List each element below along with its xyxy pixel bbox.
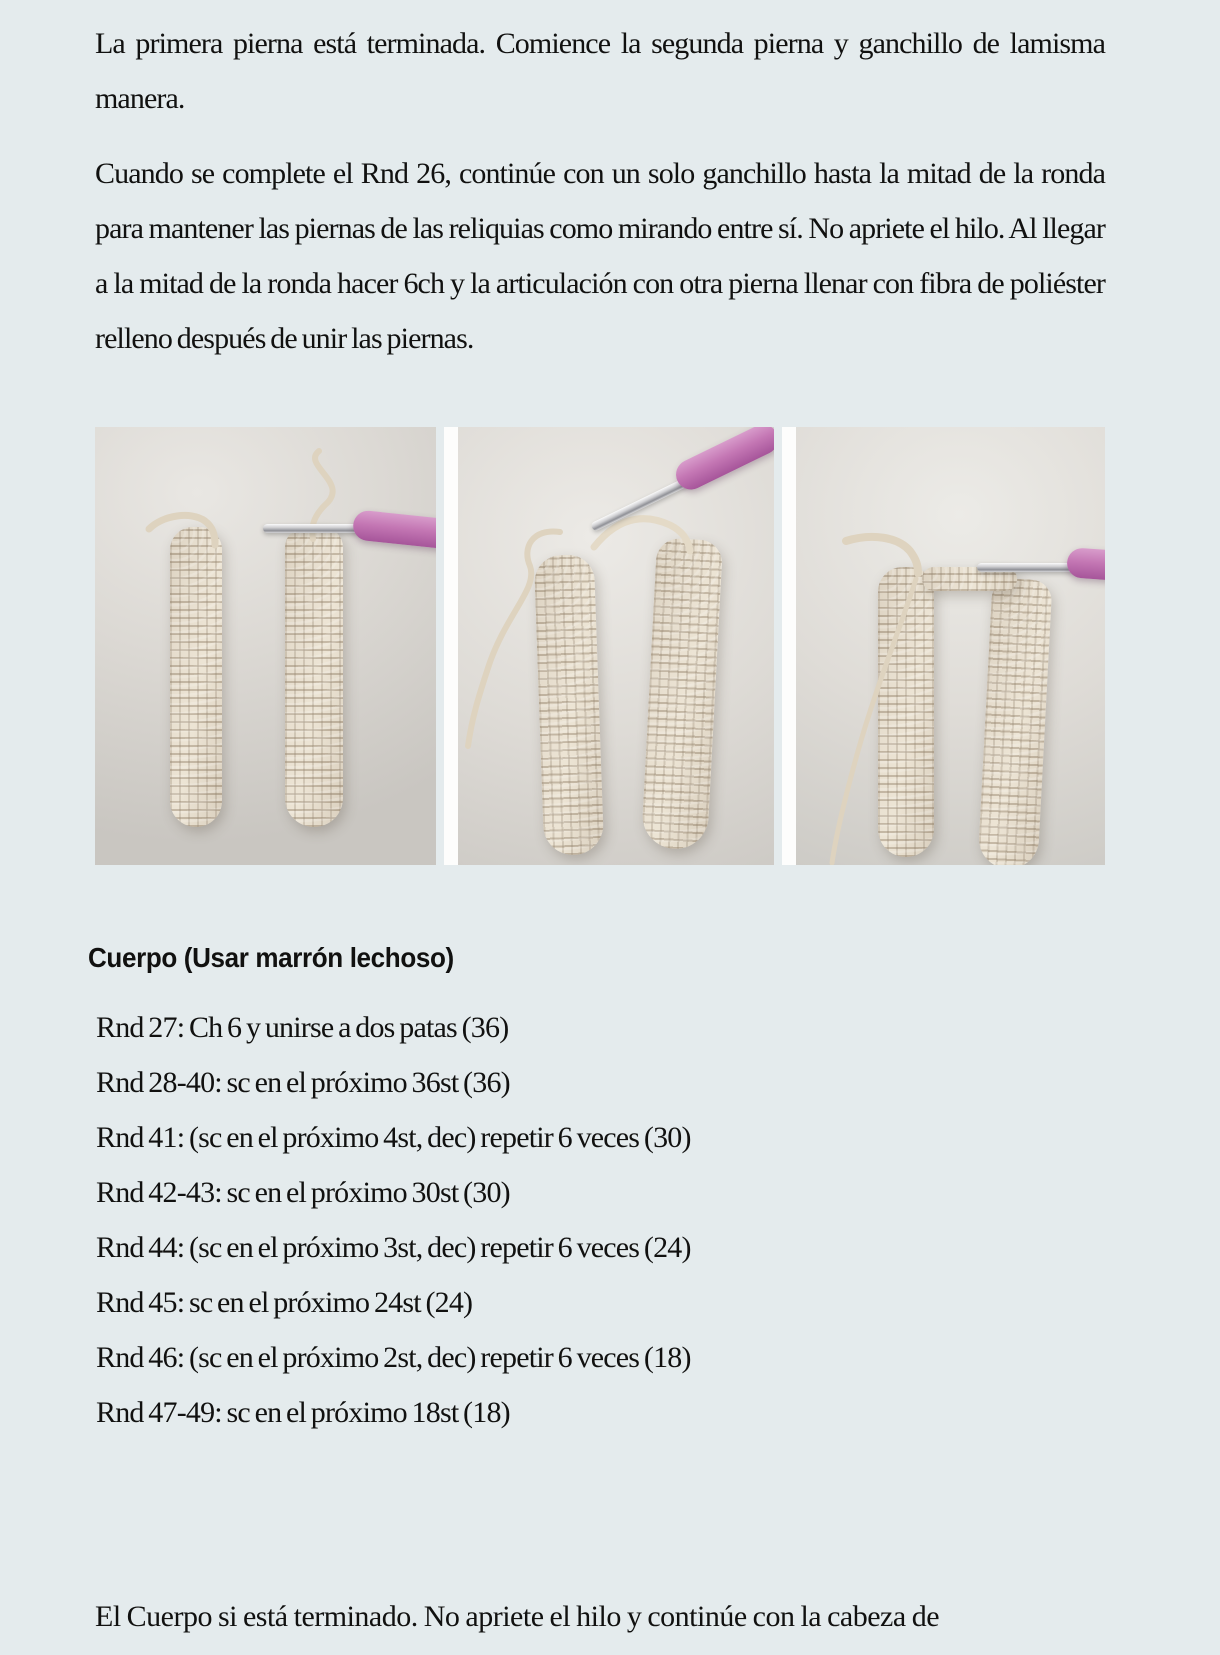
rounds-list bbox=[96, 1000, 1056, 1440]
crochet-leg-right-1 bbox=[285, 527, 343, 827]
yarn-strand-hanging-3 bbox=[830, 575, 930, 865]
round-line: Rnd 47-49: sc en el próximo 18st (18) bbox=[96, 1396, 510, 1429]
yarn-strand-left-1 bbox=[145, 499, 255, 549]
photo-legs-joining bbox=[444, 427, 774, 865]
photo-3-left-border bbox=[782, 427, 796, 865]
round-line: Rnd 45: sc en el próximo 24st (24) bbox=[96, 1286, 473, 1319]
paragraph-2: Cuando se complete el Rnd 26, continúe con un solo ganchillo hasta la mitad de la ronda para mantener las piernas de las reliquias como mirando entre sí. No apriete el hilo. Al llegar a la mitad de la ronda hacer 6ch y la articulación con otra pierna llenar con fibra de poliéster relleno después de unir las piernas. bbox=[95, 157, 1105, 355]
photo-strip bbox=[95, 427, 1105, 865]
closing-paragraph: El Cuerpo si está terminado. No apriete el hilo y continúe con la cabeza de bbox=[95, 1600, 940, 1633]
yarn-strand-top-3 bbox=[842, 525, 952, 575]
round-line: Rnd 27: Ch 6 y unirse a dos patas (36) bbox=[96, 1011, 509, 1044]
intro-text-block bbox=[95, 16, 1105, 386]
crochet-leg-left-1 bbox=[170, 527, 222, 827]
round-line: Rnd 46: (sc en el próximo 2st, dec) repetir 6 veces (18) bbox=[96, 1341, 691, 1374]
section-heading-cuerpo: Cuerpo (Usar marrón lechoso) bbox=[88, 942, 454, 973]
round-line: Rnd 41: (sc en el próximo 4st, dec) repetir 6 veces (30) bbox=[96, 1121, 691, 1154]
yarn-strand-left-2 bbox=[464, 522, 584, 752]
photo-legs-finished bbox=[95, 427, 436, 865]
photo-1-background bbox=[95, 427, 436, 865]
round-line: Rnd 28-40: sc en el próximo 36st (36) bbox=[96, 1066, 510, 1099]
paragraph-1: La primera pierna está terminada. Comience la segunda pierna y ganchillo de lamisma manera. bbox=[95, 27, 1105, 115]
yarn-strand-hook-2 bbox=[584, 507, 704, 557]
photo-legs-joined bbox=[782, 427, 1105, 865]
photo-2-left-border bbox=[444, 427, 458, 865]
round-line: Rnd 42-43: sc en el próximo 30st (30) bbox=[96, 1176, 510, 1209]
round-line: Rnd 44: (sc en el próximo 3st, dec) repetir 6 veces (24) bbox=[96, 1231, 691, 1264]
